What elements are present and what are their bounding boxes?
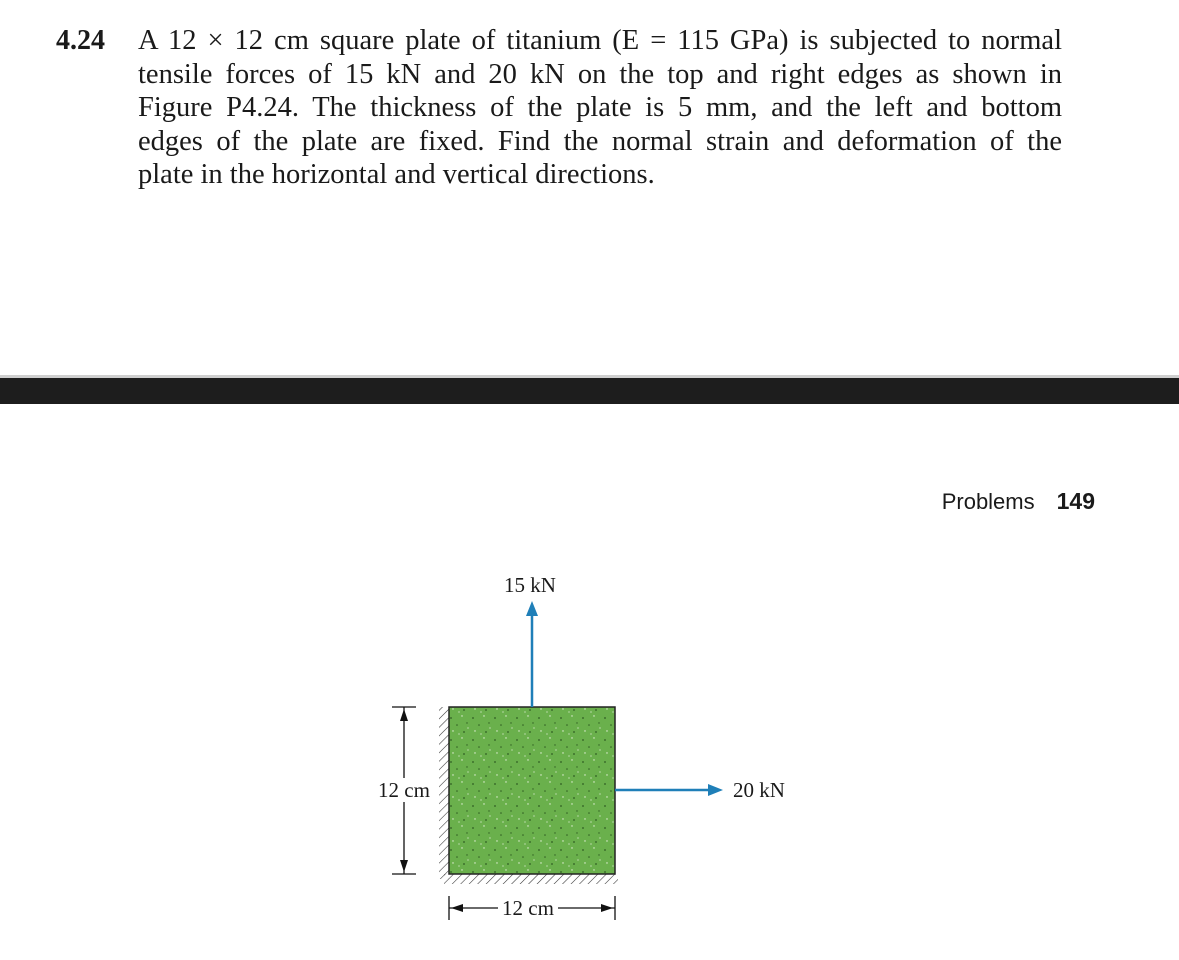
- top-force-arrow: [526, 601, 538, 707]
- problem-statement: [0, 0, 1179, 375]
- problem-line-1: A 12 × 12 cm square plate of titanium (E = 115 GPa) is subjected to normal: [138, 25, 1062, 56]
- figure-drawing: [360, 560, 820, 940]
- right-force-label: 20 kN: [733, 778, 785, 802]
- plate-texture: [449, 707, 615, 874]
- width-dimension-label: 12 cm: [498, 896, 558, 920]
- page-break-band: [0, 375, 1179, 404]
- problem-line-5: plate in the horizontal and vertical directions.: [138, 159, 655, 191]
- problem-line-2: tensile forces of 15 kN and 20 kN on the top and right edges as shown in: [138, 58, 1062, 90]
- height-dimension-label: 12 cm: [378, 778, 430, 802]
- problem-text: [138, 24, 1062, 192]
- top-force-label: 15 kN: [504, 573, 556, 597]
- figure-p4-24: [360, 560, 820, 940]
- problem-line-4: edges of the plate are fixed. Find the normal strain and deformation of the: [138, 125, 1062, 157]
- right-force-arrow: [615, 784, 723, 796]
- running-head: [942, 488, 1095, 515]
- bottom-fixed-support: [444, 874, 618, 884]
- page-number: 149: [1056, 488, 1095, 514]
- running-head-section: Problems: [941, 489, 1035, 514]
- problem-number: 4.24: [56, 25, 105, 56]
- left-fixed-support: [439, 707, 449, 879]
- problem-line-3: Figure P4.24. The thickness of the plate is 5 mm, and the left and bottom: [138, 92, 1062, 124]
